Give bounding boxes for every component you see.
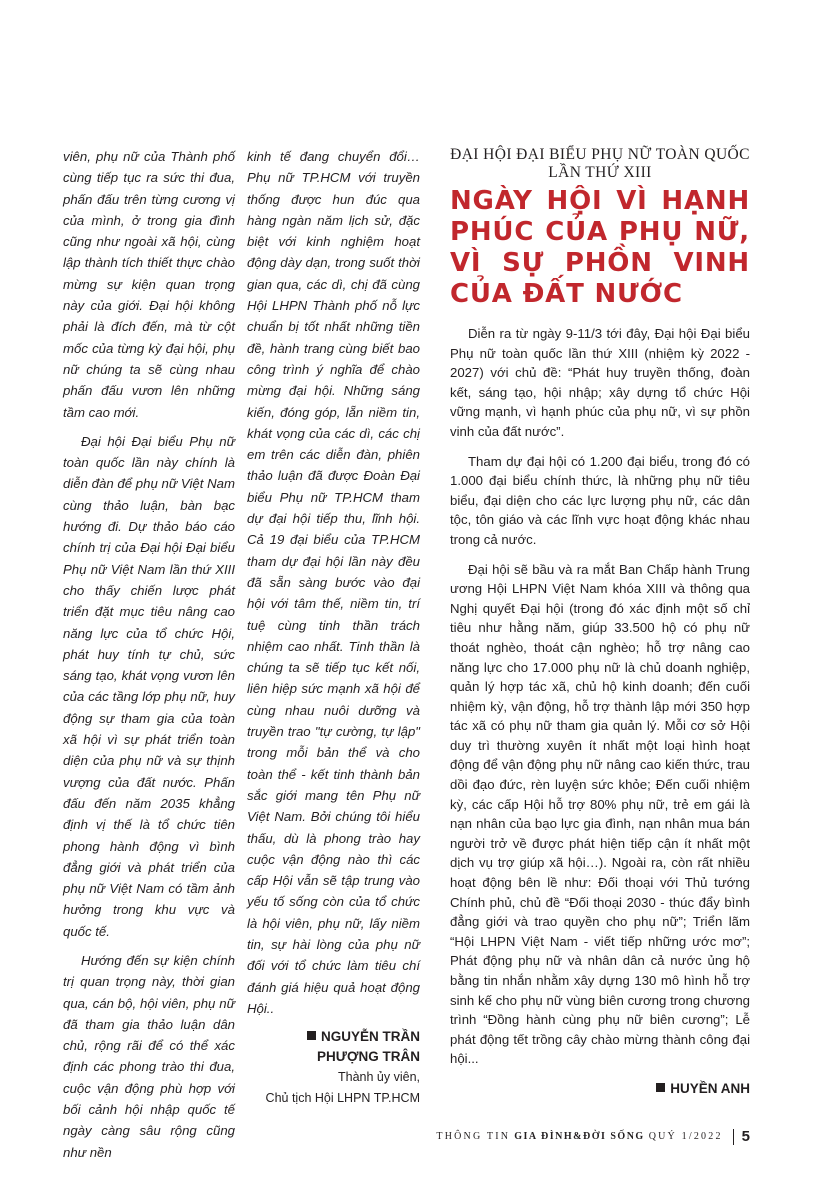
author-signature bbox=[247, 1027, 420, 1109]
footer-divider bbox=[733, 1129, 734, 1145]
news-column bbox=[450, 146, 750, 1099]
article-column-1 bbox=[63, 146, 235, 1171]
page-number: 5 bbox=[741, 1128, 750, 1145]
author-role: Thành ủy viên, bbox=[338, 1070, 420, 1085]
author-name: HUYỀN ANH bbox=[670, 1080, 750, 1096]
square-bullet-icon bbox=[307, 1031, 316, 1040]
author-name: NGUYỄN TRẦN PHƯỢNG TRÂN bbox=[317, 1029, 420, 1065]
magazine-name: GIA ĐÌNH&ĐỜI SỐNG bbox=[514, 1131, 645, 1142]
article-column-2 bbox=[247, 146, 420, 1109]
issue-label: QUÝ 1/2022 bbox=[648, 1131, 723, 1142]
paragraph: Tham dự đại hội có 1.200 đại biểu, trong đó có 1.000 đại biểu chính thức, là những phụ nữ tiêu biểu, đại diện cho các lực lượng phụ nữ, các dân tộc, tôn giáo và các lĩnh vực hoạt động khác nhau trong cả nước. bbox=[450, 453, 750, 547]
paragraph: Đại hội Đại biểu Phụ nữ toàn quốc lần này chính là diễn đàn để phụ nữ Việt Nam cùng thảo luận, bàn bạc hướng đi. Dự thảo báo cáo chính trị của Đại hội Đại biểu Phụ nữ Việt Nam lần thứ XIII cho thấy chiến lược phát triển đặt mục tiêu nâng cao năng lực của tổ chức Hội, phát huy tính tự chủ, sức sáng tạo, khát vọng vươn lên của các tầng lớp phụ nữ, huy động sự tham gia của toàn xã hội vì sự phát triển toàn diện của phụ nữ và sự thịnh vượng của đất nước. Phấn đấu đến năm 2035 khẳng định vị thế là tổ chức tiên phong hành động vì bình đẳng giới và phát triển của phụ nữ Việt Nam có tầm ảnh hưởng trong khu vực và quốc tế. bbox=[63, 433, 235, 939]
author-role: Chủ tịch Hội LHPN TP.HCM bbox=[265, 1091, 420, 1106]
article-headline: NGÀY HỘI VÌ HẠNH PHÚC CỦA PHỤ NỮ, VÌ SỰ PHỒN VINH CỦA ĐẤT NƯỚC bbox=[450, 186, 750, 309]
article-kicker: ĐẠI HỘI ĐẠI BIỂU PHỤ NỮ TOÀN QUỐC LẦN THỨ XIII bbox=[450, 146, 750, 181]
paragraph: Hướng đến sự kiện chính trị quan trọng này, thời gian qua, cán bộ, hội viên, phụ nữ đã tham gia thảo luận dân chủ, rộng rãi để có thể xác định các phong trào thi đua, cuộc vận động phù hợp với bối cảnh hội nhập quốc tế ngày càng sâu rộng cũng như nền bbox=[63, 952, 235, 1160]
author-signature bbox=[450, 1079, 750, 1099]
footer-prefix: THÔNG TIN bbox=[436, 1131, 511, 1142]
page-footer bbox=[436, 1128, 750, 1145]
paragraph: Đại hội sẽ bầu và ra mắt Ban Chấp hành Trung ương Hội LHPN Việt Nam khóa XIII và thông qua Nghị quyết Đại hội (trong đó xác định một số chỉ tiêu như hằng năm, giúp 33.500 hộ có phụ nữ thoát nghèo, thoát cận nghèo; hỗ trợ nâng cao năng lực cho 17.000 phụ nữ là chủ doanh nghiệp, quản lý hợp tác xã, chủ hộ kinh doanh; đến cuối nhiệm kỳ, vận động, hỗ trợ thành lập mới 350 hợp tác xã có phụ nữ tham gia quản lý. Mỗi cơ sở Hội duy trì thường xuyên ít nhất một loại hình hoạt động để vận động phụ nữ nâng cao kiến thức, trau dồi đạo đức, rèn luyện sức khỏe; Đến cuối nhiệm kỳ, các cấp Hội hỗ trợ 80% phụ nữ, trẻ em gái là nạn nhân của bạo lực gia đình, nạn nhân mua bán người trở về được phát hiện tiếp cận ít nhất một dịch vụ trợ giúp xã hội…). Ngoài ra, còn rất nhiều hoạt động bên lề như: Đối thoại với Thủ tướng Chính phủ, chủ đề “Đối thoại 2030 - thúc đẩy bình đẳng giới và trao quyền cho phụ nữ”; Triển lãm “Hội LHPN Việt Nam - viết tiếp những ước mơ”; Phát động phụ nữ và nhân dân cả nước ủng hộ bằng tin nhắn nhằm xây dựng 130 mô hình hỗ trợ sinh kế cho phụ nữ vùng biên cương trong chương trình “Đồng hành cùng phụ nữ biên cương”; Lễ phát động tết trồng cây chào mừng thành công đại hội... bbox=[450, 561, 750, 1067]
square-bullet-icon bbox=[656, 1083, 665, 1092]
paragraph: kinh tế đang chuyển đổi… Phụ nữ TP.HCM với truyền thống được hun đúc qua hàng ngàn năm lịch sử, đặc biệt với kinh nghiệm hoạt động dày dạn, trong suốt thời gian qua, các dì, chị đã cùng Hội LHPN Thành phố nỗ lực chuẩn bị tốt nhất những tiền đề, hành trang cùng biết bao công trình ý nghĩa để chào mừng đại hội. Những sáng kiến, đóng góp, lẵn niềm tin, khát vọng của các dì, các chị em trên các diễn đàn, phiên thảo luận đã được Đoàn Đại biểu Phụ nữ TP.HCM tham dự đại hội tiếp thu, lĩnh hội. Cả 19 đại biểu của TP.HCM tham dự đại hội lần này đều đã sẵn sàng bước vào đại hội với tâm thế, niềm tin, trí tuệ cùng tinh thần trách nhiệm cao nhất. Tinh thần là chúng ta sẽ tiếp tục kết nối, liên hiệp sức mạnh xã hội để cùng nhau nuôi dưỡng và truyền trao "tự cường, tự lập" trong mỗi bản thể và cho toàn thể - kết tinh thành bản sắc giới mang tên Phụ nữ Việt Nam. Bởi chúng tôi hiểu thấu, dù là phong trào hay cuộc vận động nào thì các cấp Hội vẫn sẽ tập trung vào yếu tố sống còn của tổ chức là hội viên, phụ nữ, lấy niềm tin, sự hài lòng của phụ nữ đối với tổ chức làm tiêu chí đánh giá hiệu quả hoạt động Hội.. bbox=[247, 149, 420, 1016]
paragraph: Diễn ra từ ngày 9-11/3 tới đây, Đại hội Đại biểu Phụ nữ toàn quốc lần thứ XIII (nhiệm kỳ 2022 - 2027) với chủ đề: “Phát huy truyền thống, đoàn kết, sáng tạo, hội nhập; xây dựng tổ chức Hội vững mạnh, vì hạnh phúc của phụ nữ, vì sự phồn vinh của đất nước”. bbox=[450, 326, 750, 439]
paragraph: viên, phụ nữ của Thành phố cùng tiếp tục ra sức thi đua, phấn đấu trên từng cương vị của mình, ở trong gia đình cũng như ngoài xã hội, cùng lập thành tích thiết thực chào mừng sự kiện quan trọng này của giới. Đại hội không phải là đích đến, mà từ cột mốc của từng kỳ đại hội, phụ nữ chúng ta sẽ cùng nhau phấn đấu vươn lên những tầm cao mới. bbox=[63, 149, 235, 420]
